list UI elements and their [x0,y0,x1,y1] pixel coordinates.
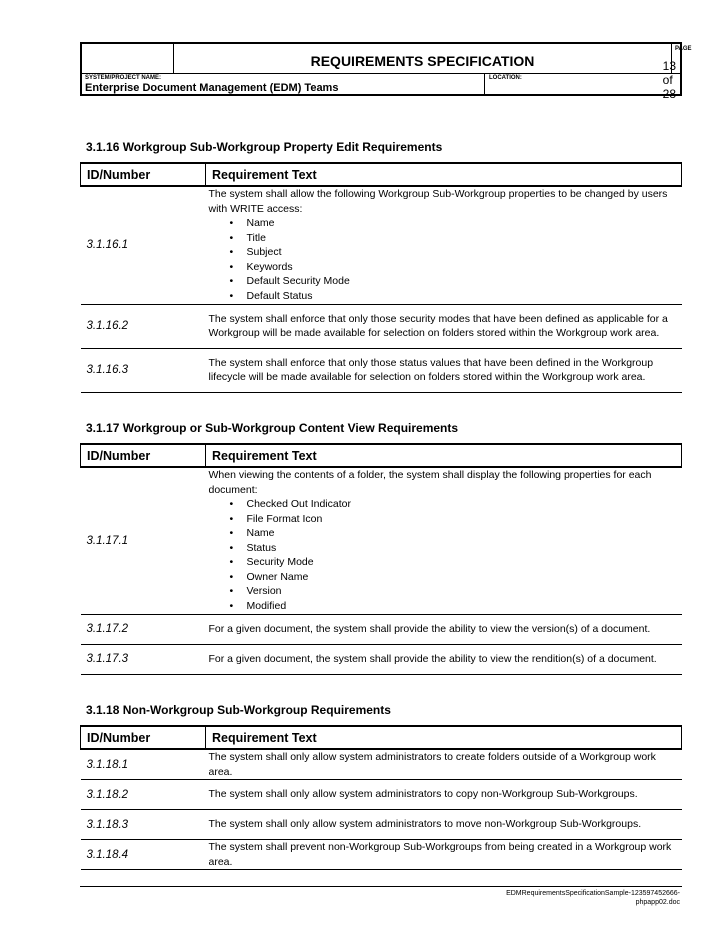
list-item: • Name [247,216,674,231]
footer-filename [420,889,680,907]
table-row [81,840,682,870]
column-header-text: Requirement Text [206,163,682,186]
requirement-text: For a given document, the system shall provide the ability to view the rendition(s) of a document. [206,644,682,674]
section-title-3-1-16: 3.1.16 Workgroup Sub-Workgroup Property Edit Requirements [86,140,443,154]
requirement-text: The system shall allow the following Workgroup Sub-Workgroup properties to be changed by users with WRITE access: [208,188,668,215]
header-page-cell [662,44,692,101]
requirements-table-3-1-18 [80,725,682,870]
page-number: 13 of 28 [662,59,676,101]
requirement-id: 3.1.16.3 [81,348,206,392]
list-item: • Version [247,584,674,599]
list-item: • Checked Out Indicator [247,497,674,512]
requirement-text: The system shall only allow system administrators to move non-Workgroup Sub-Workgroups. [206,810,682,840]
table-row [81,348,682,392]
project-cell [82,74,485,94]
header-logo-cell [82,44,174,73]
column-header-id: ID/Number [81,444,206,467]
requirement-text: The system shall only allow system administrators to create folders outside of a Workgroup work area. [206,749,682,780]
list-item: • Subject [247,245,674,260]
table-header-row [81,444,682,467]
table-row [81,749,682,780]
project-name: Enterprise Document Management (EDM) Teams [85,82,339,94]
column-header-id: ID/Number [81,163,206,186]
table-row [81,644,682,674]
footer-divider [80,886,682,887]
requirement-text: The system shall only allow system administrators to copy non-Workgroup Sub-Workgroups. [206,780,682,810]
document-title: REQUIREMENTS SPECIFICATION [310,53,535,69]
page-label: PAGE [675,46,692,52]
list-item: • Modified [247,599,674,614]
requirement-text: The system shall enforce that only those security modes that have been defined as applicable for a Workgroup will be made available for selection on folders stored within the Workgroup work area. [206,304,682,348]
location-label: LOCATION: [489,75,522,81]
requirement-text: The system shall prevent non-Workgroup Sub-Workgroups from being created in a Workgroup work area. [206,840,682,870]
requirements-table-3-1-16 [80,162,682,393]
bullet-list [209,497,674,613]
requirement-text-cell [206,467,682,614]
table-row [81,810,682,840]
list-item: • Title [247,231,674,246]
table-header-row [81,726,682,749]
requirement-text-cell [206,186,682,304]
table-row [81,186,682,304]
list-item: • Status [247,541,674,556]
section-title-3-1-18: 3.1.18 Non-Workgroup Sub-Workgroup Requirements [86,703,391,717]
requirement-text: When viewing the contents of a folder, the system shall display the following properties for each document: [208,469,652,496]
requirement-id: 3.1.16.1 [81,186,206,304]
column-header-text: Requirement Text [206,444,682,467]
requirement-id: 3.1.18.3 [81,810,206,840]
column-header-id: ID/Number [81,726,206,749]
project-label: SYSTEM/PROJECT NAME: [85,75,162,81]
header-title-cell [174,44,672,73]
requirements-table-3-1-17 [80,443,682,675]
table-row [81,467,682,614]
document-header [80,42,692,101]
footer-filename-line-1: EDMRequirementsSpecificationSample-123597452666- [506,890,680,897]
requirement-id: 3.1.18.1 [81,749,206,780]
list-item: • Owner Name [247,570,674,585]
requirement-id: 3.1.17.2 [81,614,206,644]
requirement-id: 3.1.18.4 [81,840,206,870]
bullet-list [209,216,674,303]
requirement-id: 3.1.16.2 [81,304,206,348]
requirement-id: 3.1.17.1 [81,467,206,614]
list-item: • Default Status [247,289,674,304]
requirement-text: The system shall enforce that only those status values that have been defined in the Workgroup lifecycle will be made available for selection on folders stored within the Workgroup work area. [206,348,682,392]
requirement-text: For a given document, the system shall provide the ability to view the version(s) of a document. [206,614,682,644]
table-row [81,780,682,810]
table-row [81,614,682,644]
list-item: • Keywords [247,260,674,275]
section-title-3-1-17: 3.1.17 Workgroup or Sub-Workgroup Content View Requirements [86,421,459,435]
list-item: • Name [247,526,674,541]
column-header-text: Requirement Text [206,726,682,749]
footer-filename-line-2: phpapp02.doc [635,899,680,906]
location-cell [485,74,680,94]
list-item: • Default Security Mode [247,274,674,289]
table-row [81,304,682,348]
list-item: • Security Mode [247,555,674,570]
requirement-id: 3.1.17.3 [81,644,206,674]
table-header-row [81,163,682,186]
list-item: • File Format Icon [247,512,674,527]
header-bottom-row [82,74,680,94]
requirement-id: 3.1.18.2 [81,780,206,810]
